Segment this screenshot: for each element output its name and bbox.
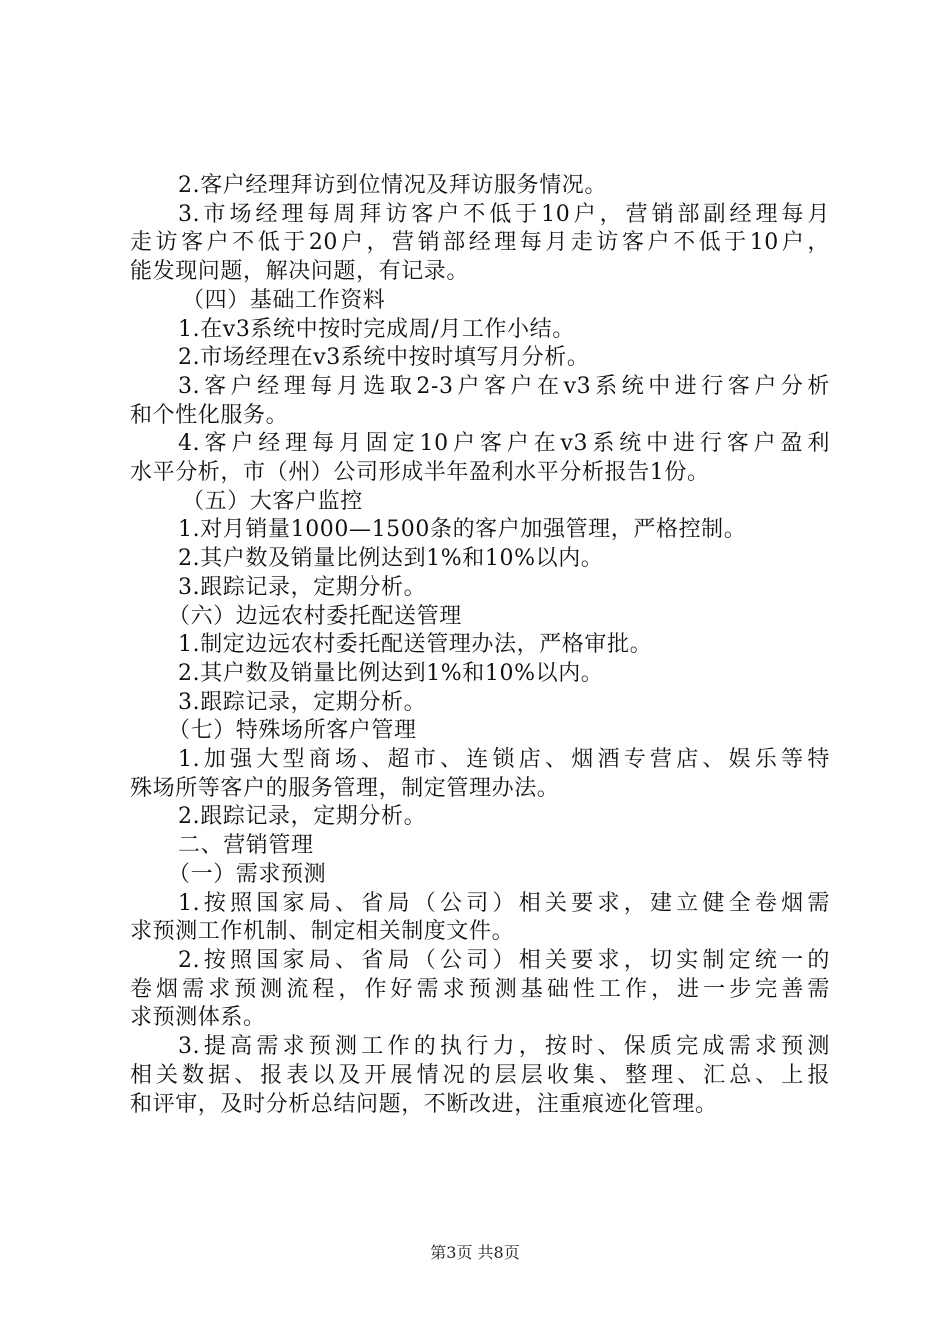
chapter-heading: 二、营销管理 (178, 833, 314, 859)
section-heading: （一）需求预测 (168, 861, 327, 887)
paragraph-line: 3.客户经理每月选取2-3户客户在v3系统中进行客户分析 (178, 373, 830, 399)
page-footer: 第3页 共8页 (430, 1243, 520, 1262)
paragraph-line: 3.市场经理每周拜访客户不低于10户，营销部副经理每月 (178, 201, 830, 227)
document-body (130, 172, 830, 1119)
paragraph-line: 1.制定边远农村委托配送管理办法，严格审批。 (178, 632, 653, 658)
section-heading: （四）基础工作资料 (182, 287, 386, 313)
paragraph-line: 2.客户经理拜访到位情况及拜访服务情况。 (178, 173, 607, 198)
section-heading: （七）特殊场所客户管理 (168, 718, 417, 744)
paragraph-line: 1.加强大型商场、超市、连锁店、烟酒专营店、娱乐等特 (178, 747, 830, 773)
paragraph-line: 2.市场经理在v3系统中按时填写月分析。 (178, 345, 590, 371)
paragraph-line: 走访客户不低于20户，营销部经理每月走访客户不低于10户， (130, 230, 830, 256)
paragraph-line: 1.在v3系统中按时完成周/月工作小结。 (178, 316, 575, 342)
paragraph-line: 相关数据、报表以及开展情况的层层收集、整理、汇总、上报 (130, 1062, 830, 1088)
paragraph-line: 2.跟踪记录，定期分析。 (178, 804, 427, 830)
paragraph-line: 3.提高需求预测工作的执行力，按时、保质完成需求预测 (178, 1034, 830, 1060)
paragraph-line: 求预测体系。 (130, 1005, 266, 1031)
section-heading: （六）边远农村委托配送管理 (168, 603, 462, 629)
paragraph-line: 2.其户数及销量比例达到1%和10%以内。 (178, 660, 604, 686)
paragraph-line: 殊场所等客户的服务管理，制定管理办法。 (130, 775, 560, 801)
paragraph-line: 能发现问题，解决问题，有记录。 (130, 259, 470, 285)
paragraph-line: 卷烟需求预测流程，作好需求预测基础性工作，进一步完善需 (130, 976, 830, 1002)
paragraph-line: 和评审，及时分析总结问题，不断改进，注重痕迹化管理。 (130, 1091, 718, 1117)
paragraph-line: 水平分析，市（州）公司形成半年盈利水平分析报告1份。 (130, 460, 710, 486)
paragraph-line: 2.其户数及销量比例达到1%和10%以内。 (178, 546, 604, 572)
paragraph-line: 3.跟踪记录，定期分析。 (178, 574, 427, 600)
paragraph-line: 3.跟踪记录，定期分析。 (178, 689, 427, 715)
paragraph-line: 1.对月销量1000—1500条的客户加强管理，严格控制。 (178, 517, 747, 543)
paragraph-line: 1.按照国家局、省局（公司）相关要求，建立健全卷烟需 (178, 890, 830, 916)
section-heading: （五）大客户监控 (182, 488, 363, 514)
paragraph-line: 和个性化服务。 (130, 402, 289, 428)
paragraph-line: 2.按照国家局、省局（公司）相关要求，切实制定统一的 (178, 947, 830, 973)
paragraph-line: 求预测工作机制、制定相关制度文件。 (130, 919, 515, 945)
paragraph-line: 4.客户经理每月固定10户客户在v3系统中进行客户盈利 (178, 431, 830, 457)
